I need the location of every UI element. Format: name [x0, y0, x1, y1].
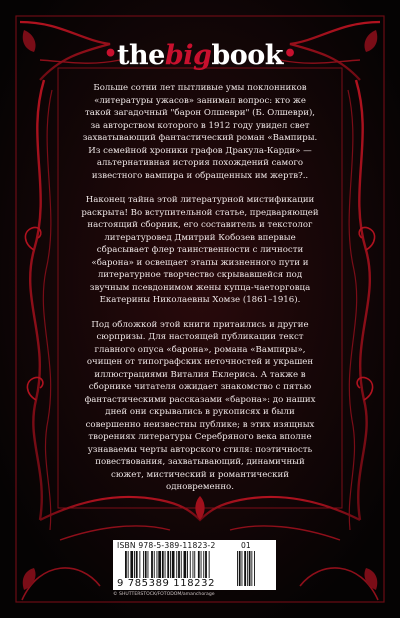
barcode-bar [205, 551, 207, 578]
barcode-bar [128, 551, 129, 578]
barcode-bar [193, 551, 194, 578]
paragraph-2: Наконец тайна этой литературной мистификации раскрыта! Во вступительной статье, предваряющей настоящий сборник, его составитель и текстолог литературовед Дмитрий Кобозев впервые сбрасывает флер таинственности с личности «барона» и освещает этапы жизненного пути и литературное творчество скрывавшейся под звучным псевдонимом жены купца-чаеторговца Екатерины Николаевны Хомзе (1861–1916). [81, 195, 319, 305]
barcode-bar [143, 551, 144, 578]
isbn-number: ISBN 978-5-389-11823-2 [117, 541, 216, 550]
barcode-bar [151, 551, 153, 578]
barcode-bar [172, 551, 175, 578]
barcode-bar [170, 551, 171, 578]
barcode-bar [198, 551, 200, 578]
barcode-addon-bar [247, 551, 248, 586]
barcode-addon-bar [242, 551, 243, 586]
barcode-addon-bar [239, 551, 241, 586]
barcode-bar [194, 551, 195, 578]
paragraph-1: Больше сотни лет пытливые умы поклонников «литературы ужасов» занимал вопрос: кто же такой загадочный "барон Олшеври" (Б. Олшеври), за авторством которого в 1912 году увидел свет захватывающий фантастический роман «Вампиры. Из семейной хроники графов Дракула-Карди» — альтернативная история похождений самого известного вампира и обращенных им жертв?.. [82, 83, 318, 181]
ean-number: 9 785389 118232 [117, 578, 216, 589]
barcode-bar [154, 551, 155, 578]
barcode-addon-bar [237, 551, 238, 586]
barcode-bar [209, 551, 210, 578]
publisher-logo: •thebigbook• [103, 40, 297, 71]
barcode-addon-bar [251, 551, 252, 586]
barcode-bar [201, 551, 202, 578]
barcode-bar [181, 551, 182, 578]
paragraph-3: Под обложкой этой книги притаились и другие сюрпризы. Для настоящей публикации текст главного опуса «барона», романа «Вампиры», очищен от типографских неточностей и украшен иллюстрациями Виталия Еклериса. А также в сборнике читателя ожидает знакомство с пятью фантастическими рассказами «барона»: до наших дней они скрывались в рукописях и были совершенно неизвестны публике; в этих изящных творениях литературы Серебряного века вполне узнаваемы черты авторского стиля: поэтичность повествования, захватывающий, динамичный сюжет, мистический и романтический одновременно. [84, 319, 316, 492]
barcode-bar [136, 551, 138, 578]
barcode-bar [145, 551, 147, 578]
barcode-bar [125, 551, 127, 578]
barcode-bar [176, 551, 177, 578]
barcode-bar [139, 551, 140, 578]
barcode-addon-bar [244, 551, 246, 586]
barcode-addon-bar [249, 551, 251, 586]
barcode-bar [167, 551, 169, 578]
barcode-bar [162, 551, 164, 578]
barcode-bar [165, 551, 166, 578]
barcode-addon: 01 [241, 541, 251, 550]
barcode-bar [157, 551, 158, 578]
barcode-bar [184, 551, 187, 578]
barcode-bar [158, 551, 161, 578]
barcode-bar [203, 551, 204, 578]
barcode-bar [130, 551, 133, 578]
barcode-bar [148, 551, 149, 578]
barcode [113, 540, 276, 590]
barcode-bar [187, 551, 188, 578]
annotation-text [80, 82, 320, 506]
barcode-addon-bar [254, 551, 255, 586]
barcode-bar [178, 551, 180, 578]
barcode-bar [134, 551, 135, 578]
image-credit: © SHUTTERSTOCK/FOTODOM/amanchorage [113, 592, 215, 597]
barcode-bar [190, 551, 191, 578]
